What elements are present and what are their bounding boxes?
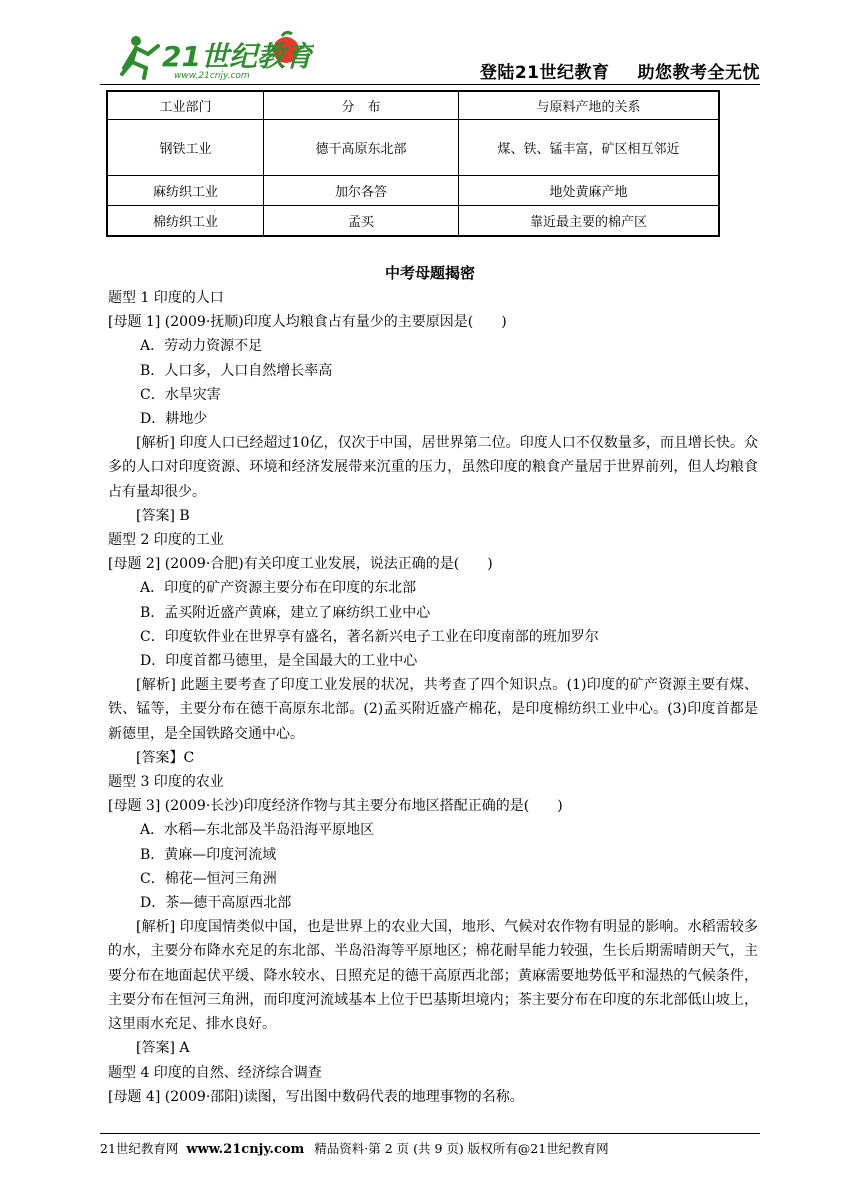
answer: [答案] B [136,507,190,524]
explanation: [解析] 印度国情类似中国，也是世界上的农业大国，地形、气候对农作物有明显的影响。水稻需较多的水，主要分布降水充足的东北部、半岛沿海等平原地区；棉花耐旱能力较强，生长后期需晴朗天气，主要分布在地面起伏平缓、降水较水、日照充足的德干高原西北部；黄麻需要地势低平和湿热的气候条件，主要分布在恒河三角洲，而印度河流域基本上位于巴基斯坦境内；茶主要分布在印度的东北部低山坡上，这里雨水充足、排水良好。 [108,919,758,1033]
slogan-right: 助您教考全无忧 [637,63,760,83]
option-d: D．茶—德干高原西北部 [140,895,292,912]
question-stem: [母题 2] (2009·合肥)有关印度工业发展，说法正确的是( ) [108,556,493,573]
option-c: C．印度软件业在世界享有盛名，著名新兴电子工业在印度南部的班加罗尔 [140,628,599,645]
header-slogan [480,58,760,83]
option-a: A．水稻—东北部及半岛沿海平原地区 [140,822,375,839]
question-type-heading: 题型 1 印度的人口 [108,290,224,306]
question-type-heading: 题型 4 印度的自然、经济综合调查 [108,1064,322,1081]
question-stem: [母题 1] (2009·抚顺)印度人均粮食占有量少的主要原因是( ) [108,314,507,331]
table-cell: 地处黄麻产地 [459,176,720,206]
svg-text:21世纪教育: 21世纪教育 [162,40,313,73]
table-cell: 加尔各答 [264,176,459,206]
page-header [100,28,760,85]
table-cell: 棉纺织工业 [107,206,264,237]
table-cell: 德干高原东北部 [264,120,459,176]
section-title: 中考母题揭密 [384,264,475,282]
option-d: D．印度首都马德里，是全国最大的工业中心 [140,653,418,670]
table-header-row [107,91,719,120]
footer-site: 21世纪教育网 [100,1141,179,1156]
explanation: [解析] 此题主要考查了印度工业发展的状况，共考查了四个知识点。(1)印度的矿产资源主要有煤、铁、锰等，主要分布在德干高原东北部。(2)孟买附近盛产棉花，是印度棉纺织工业中心。(3)印度首都是新德里，是全国铁路交通中心。 [108,677,758,742]
option-a: A．劳动力资源不足 [140,338,263,355]
answer: [答案】C [136,749,195,766]
table-row [107,206,719,237]
svg-text:www.21cnjy.com: www.21cnjy.com [174,71,250,81]
table-cell: 靠近最主要的棉产区 [459,206,720,237]
page-footer [100,1133,760,1157]
table-row [107,176,719,206]
option-b: B．孟买附近盛产黄麻，建立了麻纺织工业中心 [140,604,431,621]
option-b: B．黄麻—印度河流域 [140,846,277,863]
industry-table [106,90,720,237]
explanation: [解析] 印度人口已经超过10亿，仅次于中国，居世界第二位。印度人口不仅数量多，而且增长快。众多的人口对印度资源、环境和经济发展带来沉重的压力，虽然印度的粮食产量居于世界前列，但人均粮食占有量却很少。 [108,435,758,500]
footer-info: 精品资料·第 2 页 (共 9 页) 版权所有@21世纪教育网 [314,1141,609,1156]
table-header-cell: 分 布 [264,91,459,120]
question-stem: [母题 4] (2009·邵阳)读图，写出图中数码代表的地理事物的名称。 [108,1088,524,1105]
table-cell: 钢铁工业 [107,120,264,176]
question-content [108,286,758,1109]
table-cell: 麻纺织工业 [107,176,264,206]
site-logo [114,28,314,82]
answer: [答案] A [136,1040,190,1057]
option-c: C．水旱灾害 [140,386,221,403]
option-a: A．印度的矿产资源主要分布在印度的东北部 [140,580,417,597]
table-row [107,120,719,176]
table-cell: 煤、铁、锰丰富，矿区相互邻近 [459,120,720,176]
footer-url-link[interactable]: www.21cnjy.com [186,1142,305,1157]
option-d: D．耕地少 [140,411,208,428]
table-header-cell: 工业部门 [107,91,264,120]
table-header-cell: 与原料产地的关系 [459,91,720,120]
slogan-left: 登陆21世纪教育 [479,63,610,83]
question-type-heading: 题型 2 印度的工业 [108,532,224,549]
table-cell: 孟买 [264,206,459,237]
question-stem: [母题 3] (2009·长沙)印度经济作物与其主要分布地区搭配正确的是( ) [108,798,563,815]
option-b: B．人口多，人口自然增长率高 [140,362,333,379]
question-type-heading: 题型 3 印度的农业 [108,774,224,791]
option-c: C．棉花—恒河三角洲 [140,870,277,887]
